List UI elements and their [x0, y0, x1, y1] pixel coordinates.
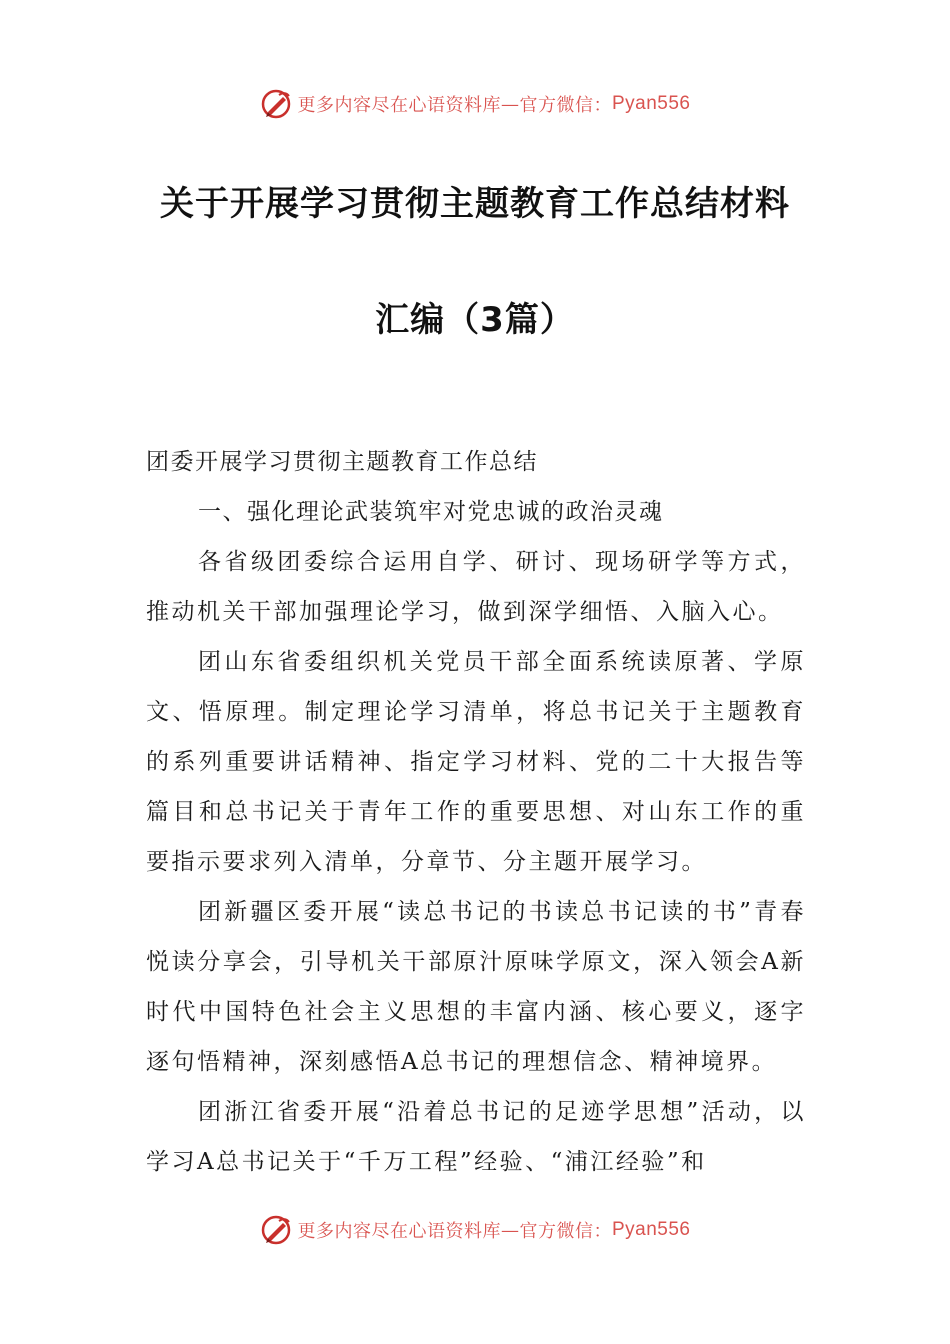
watermark-banner-bottom: [0, 1210, 950, 1250]
section-title: 团委开展学习贯彻主题教育工作总结: [146, 449, 538, 475]
paragraph: 团浙江省委开展“沿着总书记的足迹学思想”活动，以学习A总书记关于“千万工程”经验、“浦江经验”和: [146, 1099, 806, 1175]
pen-logo-icon: [259, 1213, 293, 1247]
watermark-account: Pyan556: [611, 93, 691, 114]
section-heading: 一、强化理论武装筑牢对党忠诚的政治灵魂: [198, 499, 664, 525]
watermark-account: Pyan556: [611, 1219, 691, 1240]
watermark-separator: —: [500, 93, 520, 115]
watermark-banner-top: [0, 84, 950, 124]
watermark-official: 官方微信：: [519, 1221, 612, 1242]
watermark-brand: 更多内容尽在心语资料库: [297, 95, 501, 116]
document-body: [146, 437, 806, 1187]
document-title-line2: 汇编（3篇）: [375, 300, 575, 340]
paragraph: 团山东省委组织机关党员干部全面系统读原著、学原文、悟原理。制定理论学习清单，将总书记关于主题教育的系列重要讲话精神、指定学习材料、党的二十大报告等篇目和总书记关于青年工作的重要思想、对山东工作的重要指示要求列入清单，分章节、分主题开展学习。: [146, 649, 806, 875]
watermark-brand: 更多内容尽在心语资料库: [297, 1221, 501, 1242]
pen-logo-icon: [259, 87, 293, 121]
watermark-separator: —: [500, 1219, 520, 1241]
document-title-line1: 关于开展学习贯彻主题教育工作总结材料: [160, 184, 790, 224]
paragraph: 各省级团委综合运用自学、研讨、现场研学等方式，推动机关干部加强理论学习，做到深学细悟、入脑入心。: [146, 549, 806, 625]
watermark-official: 官方微信：: [519, 95, 612, 116]
paragraph: 团新疆区委开展“读总书记的书读总书记读的书”青春悦读分享会，引导机关干部原汁原味学原文，深入领会A新时代中国特色社会主义思想的丰富内涵、核心要义，逐字逐句悟精神，深刻感悟A总书记的理想信念、精神境界。: [146, 899, 806, 1075]
